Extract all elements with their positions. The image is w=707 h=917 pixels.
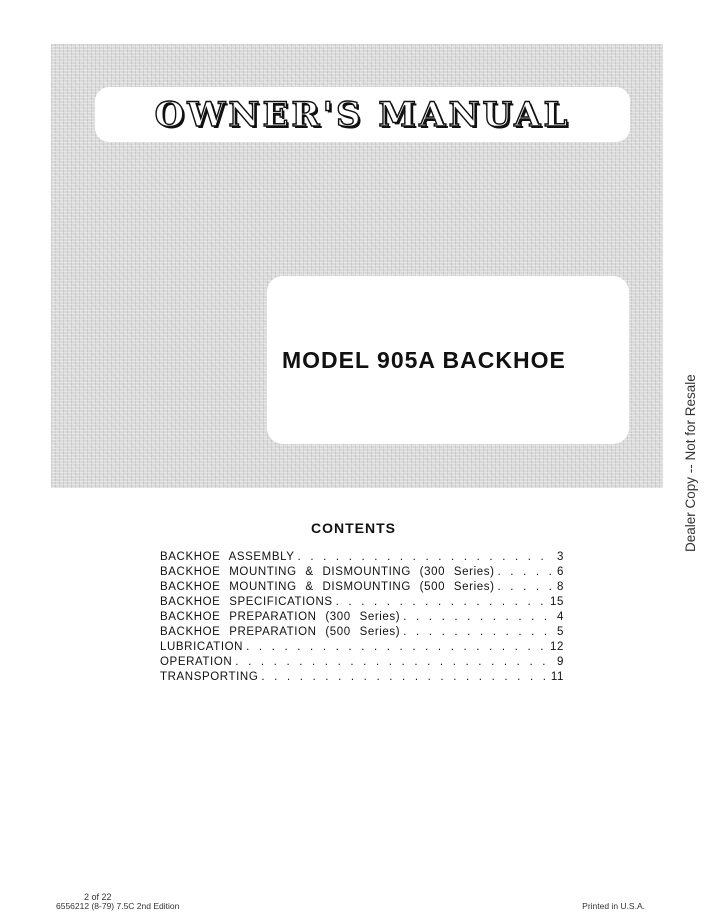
cover-panel bbox=[51, 44, 663, 488]
toc-entry-page: 6 bbox=[557, 566, 564, 578]
toc-entry-title: BACKHOE ASSEMBLY bbox=[160, 551, 295, 563]
toc-entry-page: 3 bbox=[557, 551, 564, 563]
part-number: 6556212 (8-79) 7.5C 2nd Edition bbox=[56, 901, 180, 911]
toc-row bbox=[160, 670, 564, 685]
page-count: 2 of 22 bbox=[84, 892, 112, 902]
toc-entry-page: 8 bbox=[557, 581, 564, 593]
contents-heading: CONTENTS bbox=[311, 520, 396, 536]
toc-leader-dots bbox=[298, 550, 554, 565]
toc-leader-dots bbox=[498, 580, 554, 595]
toc-row bbox=[160, 550, 564, 565]
model-title: MODEL 905A BACKHOE bbox=[282, 347, 566, 373]
toc-leader-dots bbox=[336, 595, 547, 610]
toc-entry-title: OPERATION bbox=[160, 656, 233, 668]
toc-row bbox=[160, 655, 564, 670]
toc-entry-title: BACKHOE MOUNTING & DISMOUNTING (300 Series) bbox=[160, 566, 495, 578]
toc-entry-page: 11 bbox=[550, 671, 564, 683]
printed-in: Printed in U.S.A. bbox=[582, 901, 645, 911]
dealer-copy-note: Dealer Copy -- Not for Resale bbox=[683, 374, 698, 552]
toc-entry-title: TRANSPORTING bbox=[160, 671, 259, 683]
table-of-contents bbox=[160, 550, 564, 685]
toc-entry-title: BACKHOE PREPARATION (500 Series) bbox=[160, 626, 401, 638]
model-banner bbox=[267, 276, 629, 444]
toc-entry-page: 15 bbox=[550, 596, 564, 608]
toc-entry-title: BACKHOE PREPARATION (300 Series) bbox=[160, 611, 401, 623]
toc-leader-dots bbox=[498, 565, 554, 580]
toc-leader-dots bbox=[246, 640, 547, 655]
toc-entry-page: 9 bbox=[557, 656, 564, 668]
toc-row bbox=[160, 595, 564, 610]
toc-leader-dots bbox=[261, 670, 548, 685]
toc-entry-title: BACKHOE MOUNTING & DISMOUNTING (500 Series) bbox=[160, 581, 495, 593]
footer-left bbox=[56, 893, 179, 911]
toc-row bbox=[160, 580, 564, 595]
toc-leader-dots bbox=[403, 625, 554, 640]
toc-leader-dots bbox=[403, 610, 554, 625]
manual-title: OWNER'S MANUAL bbox=[154, 94, 571, 135]
toc-entry-title: BACKHOE SPECIFICATIONS bbox=[160, 596, 333, 608]
toc-entry-page: 4 bbox=[557, 611, 564, 623]
toc-entry-page: 12 bbox=[550, 641, 564, 653]
toc-entry-page: 5 bbox=[557, 626, 564, 638]
toc-row bbox=[160, 610, 564, 625]
toc-row bbox=[160, 640, 564, 655]
title-banner bbox=[95, 87, 630, 142]
toc-row bbox=[160, 565, 564, 580]
toc-leader-dots bbox=[235, 655, 554, 670]
toc-row bbox=[160, 625, 564, 640]
toc-entry-title: LUBRICATION bbox=[160, 641, 244, 653]
